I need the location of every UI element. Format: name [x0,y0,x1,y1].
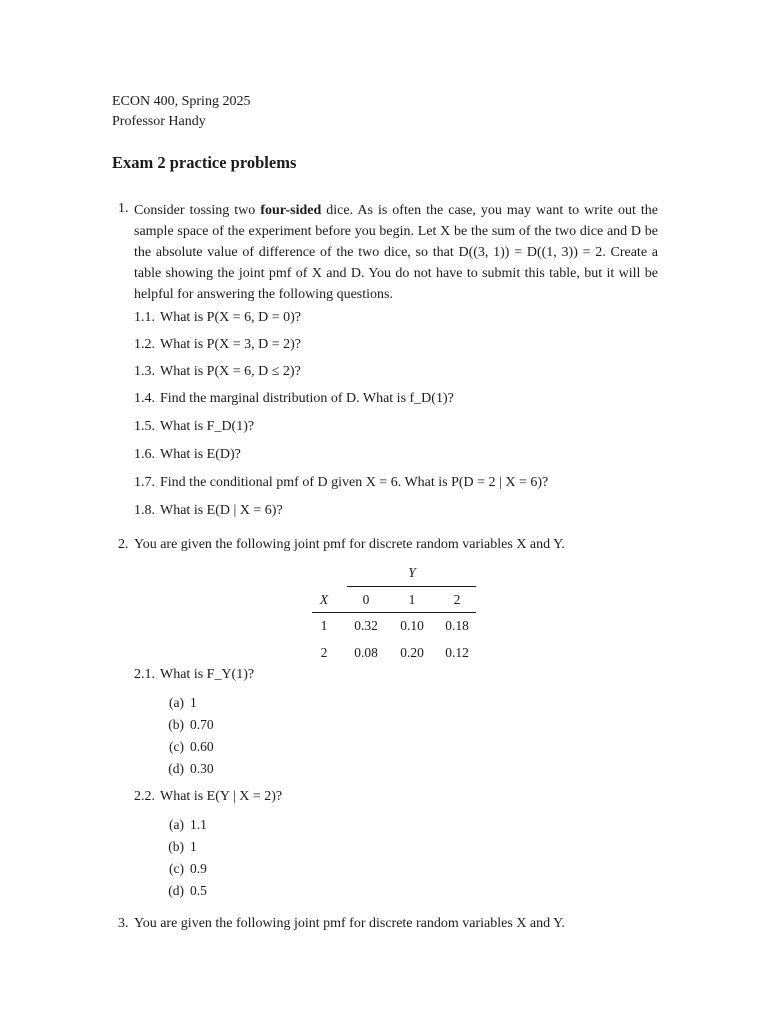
question-number: 1.1. [134,310,155,325]
question-number: 2.1. [134,667,155,682]
option-letter: (a) [169,695,184,710]
question-1-3 [134,364,301,380]
question-number: 1.5. [134,419,155,434]
question-1-8 [134,503,283,519]
table-cell: 0.08 [354,645,378,660]
question-1-4 [134,391,454,407]
option-value: 1.1 [190,817,207,832]
option-letter: (a) [169,817,184,832]
table-col-rule [347,586,476,587]
course-line: ECON 400, Spring 2025 [112,94,251,109]
option-letter: (d) [168,761,184,776]
option-d [162,883,207,899]
question-2-1 [134,667,254,683]
problem-2-text: You are given the following joint pmf for discrete random variables X and Y. [134,537,565,552]
question-number: 1.2. [134,337,155,352]
table-cell: 0.10 [400,618,424,633]
question-1-7 [134,475,548,491]
question-text: What is P(X = 6, D ≤ 2)? [160,364,301,379]
question-text: What is P(X = 6, D = 0)? [160,310,301,325]
question-text: Find the conditional pmf of D given X = 6. What is P(D = 2 | X = 6)? [160,475,549,490]
option-a [162,695,197,711]
option-letter: (d) [168,883,184,898]
question-1-6 [134,447,241,463]
question-text: What is F_D(1)? [160,419,255,434]
option-letter: (c) [169,739,184,754]
problem-1-text-b: dice. As is often the case, you may want to write out the sample space of the experiment before you begin. Let X be the sum of the two dice and D be the absolute value of difference of the two dice, so that D((3, 1)) = D((1, 3)) = 2. Create a table showing the joint pmf of X and D. You do not have to submit this table, but it will be helpful for answering the following questions. [134,203,658,302]
option-letter: (b) [168,717,184,732]
problem-1-text-a: Consider tossing two [134,203,261,218]
table-row-variable: X [319,592,329,607]
option-d [162,761,214,777]
option-value: 0.70 [190,717,214,732]
table-col-header: 2 [453,592,461,607]
problem-1-text-bold: four-sided [260,203,322,218]
option-value: 0.9 [190,861,207,876]
question-1-5 [134,419,254,435]
table-cell: 0.18 [445,618,469,633]
option-value: 1 [190,839,197,854]
option-letter: (b) [168,839,184,854]
question-1-2 [134,337,301,353]
table-header-rule [312,612,476,613]
option-b [162,717,214,733]
problem-2-number: 2. [118,537,129,552]
option-c [162,861,207,877]
question-number: 1.4. [134,391,155,406]
question-text: Find the marginal distribution of D. What is f_D(1)? [160,391,454,406]
table-row-label: 2 [320,645,328,660]
question-number: 2.2. [134,789,155,804]
option-a [162,817,207,833]
problem-1-text [134,200,658,305]
question-text: What is E(Y | X = 2)? [160,789,283,804]
table-cell: 0.32 [354,618,378,633]
question-number: 1.8. [134,503,155,518]
joint-pmf-table [312,560,476,666]
question-number: 1.6. [134,447,155,462]
table-col-header: 0 [362,592,370,607]
option-c [162,739,214,755]
table-cell: 0.20 [400,645,424,660]
table-col-variable: Y [408,565,416,580]
table-col-header: 1 [408,592,416,607]
question-text: What is E(D)? [160,447,241,462]
problem-3-number: 3. [118,916,129,931]
option-value: 1 [190,695,197,710]
table-cell: 0.12 [445,645,469,660]
question-text: What is P(X = 3, D = 2)? [160,337,301,352]
question-number: 1.3. [134,364,155,379]
option-b [162,839,197,855]
option-value: 0.5 [190,883,207,898]
professor-line: Professor Handy [112,114,206,129]
table-row-label: 1 [320,618,328,633]
question-text: What is E(D | X = 6)? [160,503,283,518]
question-text: What is F_Y(1)? [160,667,255,682]
option-value: 0.60 [190,739,214,754]
option-value: 0.30 [190,761,214,776]
question-2-2 [134,789,282,805]
question-1-1 [134,310,301,326]
page-title: Exam 2 practice problems [112,153,297,172]
question-number: 1.7. [134,475,155,490]
problem-1-number: 1. [118,201,129,216]
option-letter: (c) [169,861,184,876]
problem-3-text: You are given the following joint pmf for discrete random variables X and Y. [134,916,565,931]
